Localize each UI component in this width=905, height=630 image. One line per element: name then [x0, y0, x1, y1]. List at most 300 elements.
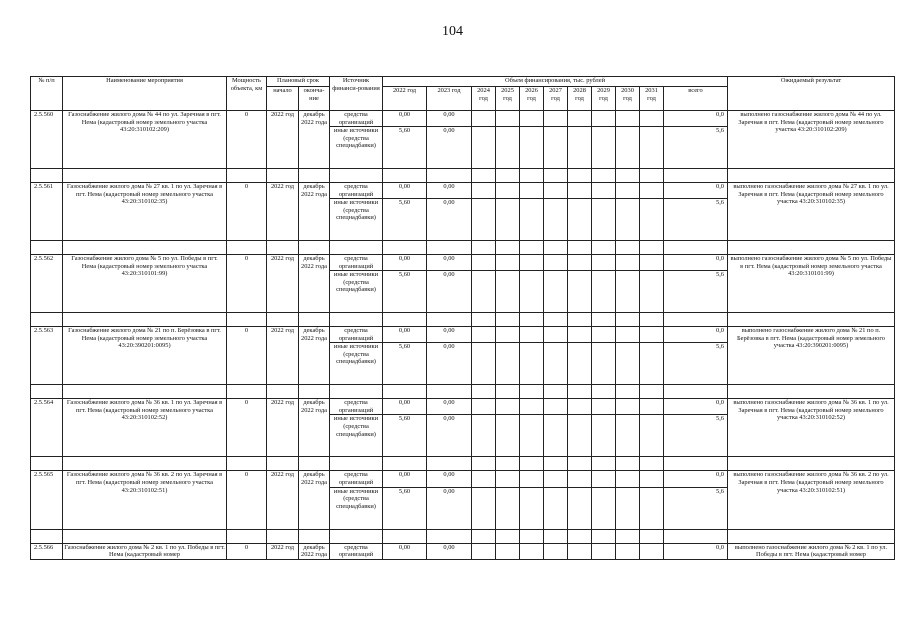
empty-cell: [616, 487, 640, 529]
empty-cell: [592, 529, 616, 543]
empty-cell: [383, 241, 427, 255]
empty-cell: [496, 199, 520, 241]
row-total: 0,0: [664, 399, 728, 415]
row-result: выполнено газоснабжение жилого дома № 21 по п. Берёзовка в пгт. Нема (кадастровый номер земельного участка 43:20:390201:0095): [728, 327, 895, 385]
empty-cell: [472, 255, 496, 271]
empty-cell: [472, 169, 496, 183]
empty-cell: [616, 127, 640, 169]
row-source-other: иные источники (средства спецнадбавки): [330, 127, 383, 169]
empty-cell: [496, 385, 520, 399]
empty-cell: [568, 127, 592, 169]
empty-cell: [640, 327, 664, 343]
row-source-organizations: средства организаций: [330, 543, 383, 559]
empty-cell: [472, 457, 496, 471]
empty-cell: [330, 241, 383, 255]
empty-cell: [31, 313, 63, 327]
empty-cell: [472, 127, 496, 169]
empty-cell: [544, 327, 568, 343]
row-end: декабрь 2022 года: [299, 327, 330, 385]
empty-cell: [568, 169, 592, 183]
empty-cell: [640, 199, 664, 241]
row-value-2022: 5,60: [383, 343, 427, 385]
empty-cell: [664, 529, 728, 543]
empty-cell: [544, 241, 568, 255]
empty-cell: [330, 169, 383, 183]
row-capacity: 0: [227, 471, 267, 529]
empty-cell: [664, 169, 728, 183]
empty-cell: [640, 415, 664, 457]
table-row: [31, 471, 895, 487]
header-year: 2030 год: [616, 87, 640, 111]
empty-cell: [544, 471, 568, 487]
row-result: выполнено газоснабжение жилого дома № 2 кв. 1 по ул. Победы в пгт. Нема (кадастровый номер: [728, 543, 895, 559]
empty-cell: [616, 271, 640, 313]
empty-cell: [63, 169, 227, 183]
empty-cell: [472, 241, 496, 255]
header-year: 2024 год: [472, 87, 496, 111]
empty-cell: [616, 529, 640, 543]
row-capacity: 0: [227, 111, 267, 169]
empty-cell: [592, 313, 616, 327]
row-capacity: 0: [227, 399, 267, 457]
empty-cell: [640, 385, 664, 399]
empty-cell: [472, 327, 496, 343]
row-total: 0,0: [664, 327, 728, 343]
empty-cell: [227, 169, 267, 183]
empty-cell: [299, 385, 330, 399]
page-number: 104: [442, 24, 463, 39]
row-result: выполнено газоснабжение жилого дома № 36 кв. 2 по ул. Заречная в пгт. Нема (кадастровый номер земельного участка 43:20:310102:51): [728, 471, 895, 529]
empty-cell: [592, 471, 616, 487]
empty-cell: [568, 313, 592, 327]
empty-cell: [520, 111, 544, 127]
empty-cell: [299, 529, 330, 543]
empty-cell: [227, 457, 267, 471]
empty-cell: [568, 111, 592, 127]
empty-cell: [592, 399, 616, 415]
empty-cell: [728, 385, 895, 399]
empty-cell: [592, 385, 616, 399]
empty-cell: [472, 183, 496, 199]
empty-cell: [299, 457, 330, 471]
empty-cell: [640, 543, 664, 559]
row-number: 2.5.561: [31, 183, 63, 241]
header-name: Наименование мероприятия: [63, 77, 227, 111]
empty-cell: [472, 111, 496, 127]
empty-cell: [616, 399, 640, 415]
empty-cell: [520, 343, 544, 385]
empty-cell: [427, 241, 472, 255]
empty-cell: [616, 415, 640, 457]
empty-cell: [496, 183, 520, 199]
empty-cell: [427, 169, 472, 183]
empty-cell: [299, 169, 330, 183]
empty-cell: [31, 529, 63, 543]
row-value-2022: 5,60: [383, 199, 427, 241]
row-name: Газоснабжение жилого дома № 2 кв. 1 по ул. Победы в пгт. Нема (кадастровый номер: [64, 543, 225, 559]
empty-cell: [640, 487, 664, 529]
header-year: 2026 год: [520, 87, 544, 111]
row-value-2022: 0,00: [383, 543, 427, 559]
table-row: [31, 183, 895, 199]
empty-cell: [616, 241, 640, 255]
row-gap: [31, 169, 895, 183]
empty-cell: [383, 169, 427, 183]
empty-cell: [592, 487, 616, 529]
empty-cell: [592, 183, 616, 199]
row-source-organizations: средства организаций: [330, 399, 383, 415]
row-name: Газоснабжение жилого дома № 5 по ул. Победы в пгт. Нема (кадастровый номер земельного участка 43:20:310101:99): [63, 255, 227, 313]
empty-cell: [496, 457, 520, 471]
empty-cell: [728, 457, 895, 471]
empty-cell: [544, 199, 568, 241]
empty-cell: [728, 313, 895, 327]
header-funding: Объем финансирования, тыс. рублей: [383, 77, 728, 87]
row-value-2022: 0,00: [383, 183, 427, 199]
row-source-other: иные источники (средства спецнадбавки): [330, 487, 383, 529]
row-capacity: 0: [227, 183, 267, 241]
row-source-organizations: средства организаций: [330, 471, 383, 487]
header-start: начало: [267, 87, 299, 111]
empty-cell: [568, 343, 592, 385]
row-end: декабрь 2022 года: [299, 471, 330, 529]
row-total: 5,6: [664, 343, 728, 385]
empty-cell: [592, 457, 616, 471]
empty-cell: [472, 471, 496, 487]
empty-cell: [568, 271, 592, 313]
empty-cell: [31, 241, 63, 255]
row-value-2023: 0,00: [427, 543, 472, 559]
row-value-2022: 0,00: [383, 111, 427, 127]
table-row: [31, 255, 895, 271]
empty-cell: [640, 169, 664, 183]
empty-cell: [592, 111, 616, 127]
row-value-2023: 0,00: [427, 343, 472, 385]
row-value-2022: 0,00: [383, 471, 427, 487]
row-result: выполнено газоснабжение жилого дома № 5 по ул. Победы в пгт. Нема (кадастровый номер земельного участка 43:20:310101:99): [728, 255, 895, 313]
empty-cell: [568, 241, 592, 255]
row-value-2022: 0,00: [383, 327, 427, 343]
row-source-organizations: средства организаций: [330, 111, 383, 127]
row-end: декабрь 2022 года: [299, 111, 330, 169]
empty-cell: [544, 543, 568, 559]
row-result: выполнено газоснабжение жилого дома № 27 кв. 1 по ул. Заречная в пгт. Нема (кадастровый номер земельного участка 43:20:310102:35): [728, 183, 895, 241]
row-number: 2.5.563: [31, 327, 63, 385]
row-value-2022: 5,60: [383, 271, 427, 313]
empty-cell: [63, 529, 227, 543]
empty-cell: [267, 241, 299, 255]
row-total: 0,0: [664, 183, 728, 199]
empty-cell: [544, 271, 568, 313]
empty-cell: [568, 529, 592, 543]
table-body: [31, 111, 895, 560]
row-value-2022: 5,60: [383, 487, 427, 529]
row-value-2022: 5,60: [383, 127, 427, 169]
row-name: Газоснабжение жилого дома № 36 кв. 2 по ул. Заречная в пгт. Нема (кадастровый номер земельного участка 43:20:310102:51): [63, 471, 227, 529]
empty-cell: [568, 457, 592, 471]
empty-cell: [472, 199, 496, 241]
row-value-2023: 0,00: [427, 271, 472, 313]
empty-cell: [544, 169, 568, 183]
empty-cell: [616, 543, 640, 559]
empty-cell: [640, 241, 664, 255]
empty-cell: [520, 471, 544, 487]
row-value-2022: 0,00: [383, 255, 427, 271]
empty-cell: [496, 127, 520, 169]
empty-cell: [31, 169, 63, 183]
empty-cell: [640, 457, 664, 471]
empty-cell: [496, 543, 520, 559]
empty-cell: [544, 111, 568, 127]
empty-cell: [383, 385, 427, 399]
row-number: 2.5.565: [31, 471, 63, 529]
empty-cell: [63, 385, 227, 399]
empty-cell: [267, 385, 299, 399]
empty-cell: [267, 313, 299, 327]
row-value-2023: 0,00: [427, 471, 472, 487]
empty-cell: [592, 255, 616, 271]
row-total: 0,0: [664, 471, 728, 487]
empty-cell: [544, 415, 568, 457]
empty-cell: [544, 313, 568, 327]
row-start: 2022 год: [267, 327, 299, 385]
header-year: 2028 год: [568, 87, 592, 111]
row-value-2023: 0,00: [427, 487, 472, 529]
empty-cell: [330, 313, 383, 327]
empty-cell: [496, 487, 520, 529]
header-total: всего: [664, 87, 728, 111]
table-row: [31, 399, 895, 415]
empty-cell: [664, 457, 728, 471]
row-total: 0,0: [664, 543, 728, 559]
empty-cell: [616, 385, 640, 399]
row-start: 2022 год: [267, 255, 299, 313]
row-gap: [31, 457, 895, 471]
empty-cell: [227, 313, 267, 327]
empty-cell: [227, 241, 267, 255]
empty-cell: [383, 457, 427, 471]
row-total: 5,6: [664, 487, 728, 529]
empty-cell: [616, 183, 640, 199]
empty-cell: [472, 385, 496, 399]
row-start: 2022 год: [267, 183, 299, 241]
empty-cell: [568, 255, 592, 271]
empty-cell: [472, 271, 496, 313]
row-end: декабрь 2022 года: [299, 543, 330, 559]
row-gap: [31, 385, 895, 399]
empty-cell: [592, 327, 616, 343]
empty-cell: [616, 169, 640, 183]
empty-cell: [63, 457, 227, 471]
header-year: 2025 год: [496, 87, 520, 111]
row-value-2023: 0,00: [427, 183, 472, 199]
row-name: Газоснабжение жилого дома № 36 кв. 1 по ул. Заречная в пгт. Нема (кадастровый номер земельного участка 43:20:310102:52): [63, 399, 227, 457]
empty-cell: [520, 199, 544, 241]
row-total: 5,6: [664, 127, 728, 169]
funding-table-container: [30, 76, 895, 560]
empty-cell: [520, 127, 544, 169]
empty-cell: [31, 385, 63, 399]
empty-cell: [427, 457, 472, 471]
empty-cell: [568, 183, 592, 199]
empty-cell: [640, 313, 664, 327]
empty-cell: [592, 343, 616, 385]
header-year: 2031 год: [640, 87, 664, 111]
empty-cell: [472, 343, 496, 385]
empty-cell: [616, 111, 640, 127]
row-source-other: иные источники (средства спецнадбавки): [330, 271, 383, 313]
row-total: 5,6: [664, 415, 728, 457]
empty-cell: [496, 255, 520, 271]
empty-cell: [472, 543, 496, 559]
row-end: декабрь 2022 года: [299, 183, 330, 241]
empty-cell: [640, 271, 664, 313]
row-end: декабрь 2022 года: [299, 255, 330, 313]
empty-cell: [520, 529, 544, 543]
empty-cell: [496, 471, 520, 487]
empty-cell: [664, 313, 728, 327]
row-result: выполнено газоснабжение жилого дома № 36 кв. 1 по ул. Заречная в пгт. Нема (кадастровый номер земельного участка 43:20:310102:52): [728, 399, 895, 457]
row-name: Газоснабжение жилого дома № 27 кв. 1 по ул. Заречная в пгт. Нема (кадастровый номер земельного участка 43:20:310102:35): [63, 183, 227, 241]
row-value-2023: 0,00: [427, 415, 472, 457]
empty-cell: [383, 529, 427, 543]
empty-cell: [616, 457, 640, 471]
empty-cell: [520, 255, 544, 271]
row-source-other: иные источники (средства спецнадбавки): [330, 199, 383, 241]
empty-cell: [640, 255, 664, 271]
empty-cell: [427, 385, 472, 399]
row-capacity: 0: [227, 255, 267, 313]
header-end: оконча-ние: [299, 87, 330, 111]
empty-cell: [640, 399, 664, 415]
row-end: декабрь 2022 года: [299, 399, 330, 457]
row-total: 5,6: [664, 199, 728, 241]
empty-cell: [496, 415, 520, 457]
empty-cell: [640, 127, 664, 169]
row-total: 0,0: [664, 111, 728, 127]
empty-cell: [728, 529, 895, 543]
empty-cell: [664, 385, 728, 399]
row-number: 2.5.562: [31, 255, 63, 313]
empty-cell: [496, 271, 520, 313]
row-value-2023: 0,00: [427, 199, 472, 241]
row-name: Газоснабжение жилого дома № 44 по ул. Заречная в пгт. Нема (кадастровый номер земельного участка 43:20:310102:209): [63, 111, 227, 169]
empty-cell: [330, 457, 383, 471]
empty-cell: [63, 241, 227, 255]
empty-cell: [568, 471, 592, 487]
empty-cell: [520, 457, 544, 471]
empty-cell: [592, 199, 616, 241]
empty-cell: [568, 385, 592, 399]
empty-cell: [496, 343, 520, 385]
table-row: [31, 111, 895, 127]
table-row: [31, 327, 895, 343]
row-value-2023: 0,00: [427, 255, 472, 271]
empty-cell: [640, 471, 664, 487]
empty-cell: [472, 487, 496, 529]
row-value-2022: 5,60: [383, 415, 427, 457]
empty-cell: [383, 313, 427, 327]
empty-cell: [520, 543, 544, 559]
empty-cell: [544, 457, 568, 471]
empty-cell: [227, 385, 267, 399]
empty-cell: [592, 543, 616, 559]
empty-cell: [267, 529, 299, 543]
empty-cell: [568, 487, 592, 529]
header-source: Источник финанси-рования: [330, 77, 383, 111]
row-capacity: 0: [227, 543, 267, 559]
empty-cell: [640, 183, 664, 199]
empty-cell: [568, 399, 592, 415]
row-start: 2022 год: [267, 471, 299, 529]
empty-cell: [520, 169, 544, 183]
empty-cell: [520, 313, 544, 327]
row-capacity: 0: [227, 327, 267, 385]
table-row: [31, 543, 895, 559]
row-value-2023: 0,00: [427, 327, 472, 343]
header-result: Ожидаемый результат: [728, 77, 895, 111]
row-value-2022: 0,00: [383, 399, 427, 415]
empty-cell: [520, 385, 544, 399]
empty-cell: [520, 241, 544, 255]
empty-cell: [544, 487, 568, 529]
empty-cell: [616, 255, 640, 271]
empty-cell: [728, 169, 895, 183]
empty-cell: [616, 327, 640, 343]
empty-cell: [592, 241, 616, 255]
empty-cell: [496, 327, 520, 343]
header-capacity: Мощность объекта, км: [227, 77, 267, 111]
row-number: 2.5.566: [31, 543, 63, 559]
row-source-organizations: средства организаций: [330, 183, 383, 199]
empty-cell: [520, 399, 544, 415]
row-gap: [31, 313, 895, 327]
empty-cell: [520, 415, 544, 457]
empty-cell: [544, 385, 568, 399]
empty-cell: [616, 471, 640, 487]
empty-cell: [568, 327, 592, 343]
row-total: 0,0: [664, 255, 728, 271]
empty-cell: [227, 529, 267, 543]
empty-cell: [496, 241, 520, 255]
empty-cell: [640, 343, 664, 385]
empty-cell: [472, 399, 496, 415]
row-source-organizations: средства организаций: [330, 327, 383, 343]
empty-cell: [640, 111, 664, 127]
empty-cell: [616, 343, 640, 385]
empty-cell: [616, 313, 640, 327]
header-no: № п/п: [31, 77, 63, 111]
row-total: 5,6: [664, 271, 728, 313]
empty-cell: [544, 529, 568, 543]
header-year: 2022 год: [383, 87, 427, 111]
empty-cell: [472, 529, 496, 543]
empty-cell: [267, 457, 299, 471]
row-result: выполнено газоснабжение жилого дома № 44 по ул. Заречная в пгт. Нема (кадастровый номер земельного участка 43:20:310102:209): [728, 111, 895, 169]
empty-cell: [496, 169, 520, 183]
empty-cell: [728, 241, 895, 255]
row-name: Газоснабжение жилого дома № 21 по п. Берёзовка в пгт. Нема (кадастровый номер земельного участка 43:20:390201:0095): [63, 327, 227, 385]
empty-cell: [520, 271, 544, 313]
empty-cell: [267, 169, 299, 183]
empty-cell: [544, 183, 568, 199]
row-gap: [31, 241, 895, 255]
row-gap: [31, 529, 895, 543]
header-planned-term: Плановый срок: [267, 77, 330, 87]
empty-cell: [568, 199, 592, 241]
funding-table: [30, 76, 895, 560]
empty-cell: [592, 127, 616, 169]
